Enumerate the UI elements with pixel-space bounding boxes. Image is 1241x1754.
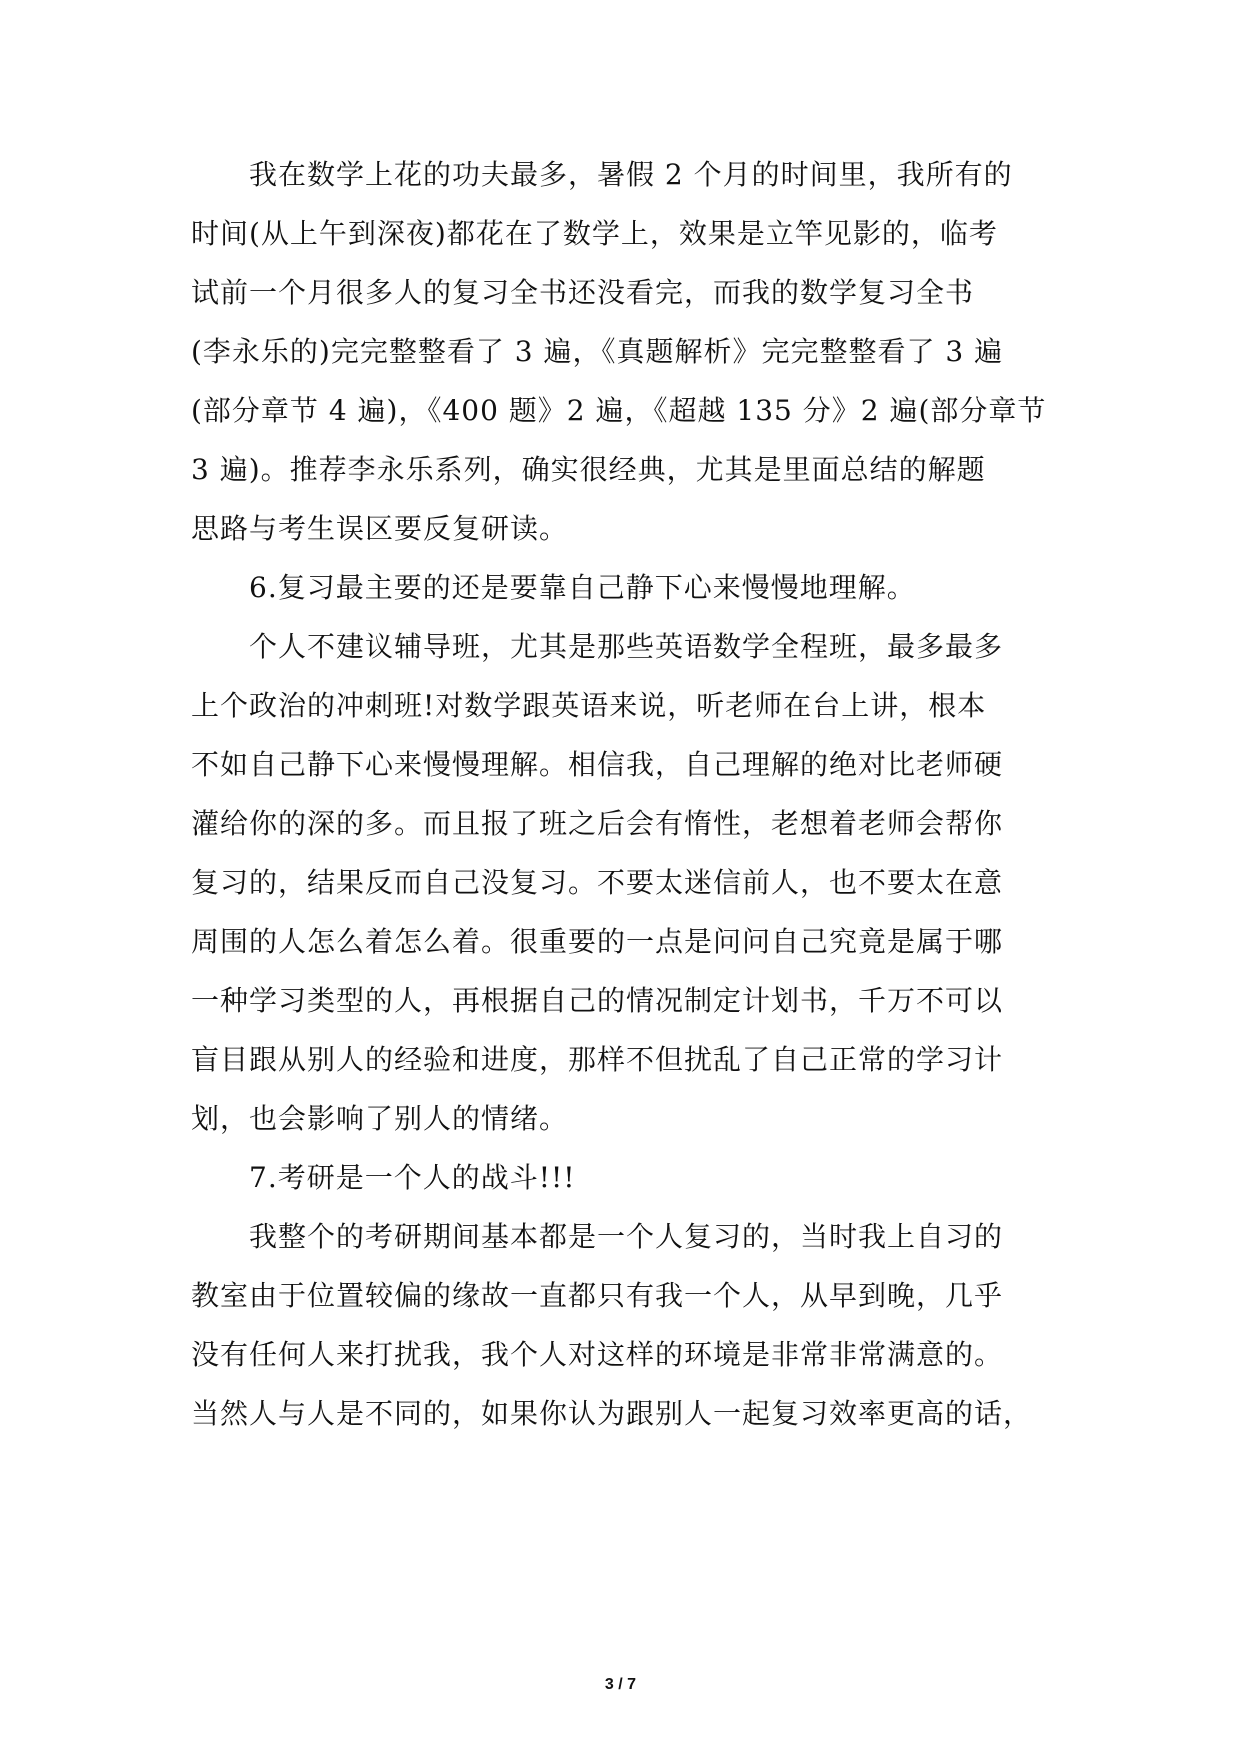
paragraph-line: 思路与考生误区要反复研读。 (191, 512, 569, 545)
paragraph-line: 试前一个月很多人的复习全书还没看完，而我的数学复习全书 (191, 276, 975, 309)
paragraph-line: (部分章节 4 遍)，《400 题》2 遍，《超越 135 分》2 遍(部分章节 (191, 394, 1047, 427)
paragraph-line: 灌给你的深的多。而且报了班之后会有惰性，老想着老师会帮你 (191, 807, 1004, 840)
paragraph-line: 我整个的考研期间基本都是一个人复习的，当时我上自习的 (249, 1220, 1004, 1253)
paragraph-line: 一种学习类型的人，再根据自己的情况制定计划书，千万不可以 (191, 984, 1004, 1017)
section-heading-7: 7.考研是一个人的战斗!!! (249, 1161, 576, 1194)
paragraph-line: 3 遍)。推荐李永乐系列，确实很经典，尤其是里面总结的解题 (191, 453, 986, 486)
paragraph-line: (李永乐的)完完整整看了 3 遍，《真题解析》完完整整看了 3 遍 (191, 335, 1004, 368)
paragraph-line: 不如自己静下心来慢慢理解。相信我，自己理解的绝对比老师硬 (191, 748, 1004, 781)
paragraph-line: 我在数学上花的功夫最多，暑假 2 个月的时间里，我所有的 (249, 158, 1013, 191)
paragraph-line: 没有任何人来打扰我，我个人对这样的环境是非常非常满意的。 (191, 1338, 1004, 1371)
page-number: 3 / 7 (604, 1676, 637, 1693)
paragraph-line: 周围的人怎么着怎么着。很重要的一点是问问自己究竟是属于哪 (191, 925, 1004, 958)
paragraph-line: 划，也会影响了别人的情绪。 (191, 1102, 569, 1135)
paragraph-line: 个人不建议辅导班，尤其是那些英语数学全程班，最多最多 (249, 630, 1004, 663)
paragraph-line: 时间(从上午到深夜)都花在了数学上，效果是立竿见影的，临考 (191, 217, 998, 250)
paragraph-line: 教室由于位置较偏的缘故一直都只有我一个人，从早到晚，几乎 (191, 1279, 1004, 1312)
paragraph-line: 盲目跟从别人的经验和进度，那样不但扰乱了自己正常的学习计 (191, 1043, 1004, 1076)
paragraph-line: 上个政治的冲刺班!对数学跟英语来说，听老师在台上讲，根本 (191, 689, 987, 722)
section-heading-6: 6.复习最主要的还是要靠自己静下心来慢慢地理解。 (249, 571, 916, 604)
paragraph-line: 当然人与人是不同的，如果你认为跟别人一起复习效率更高的话， (191, 1397, 1033, 1430)
paragraph-line: 复习的，结果反而自己没复习。不要太迷信前人，也不要太在意 (191, 866, 1004, 899)
